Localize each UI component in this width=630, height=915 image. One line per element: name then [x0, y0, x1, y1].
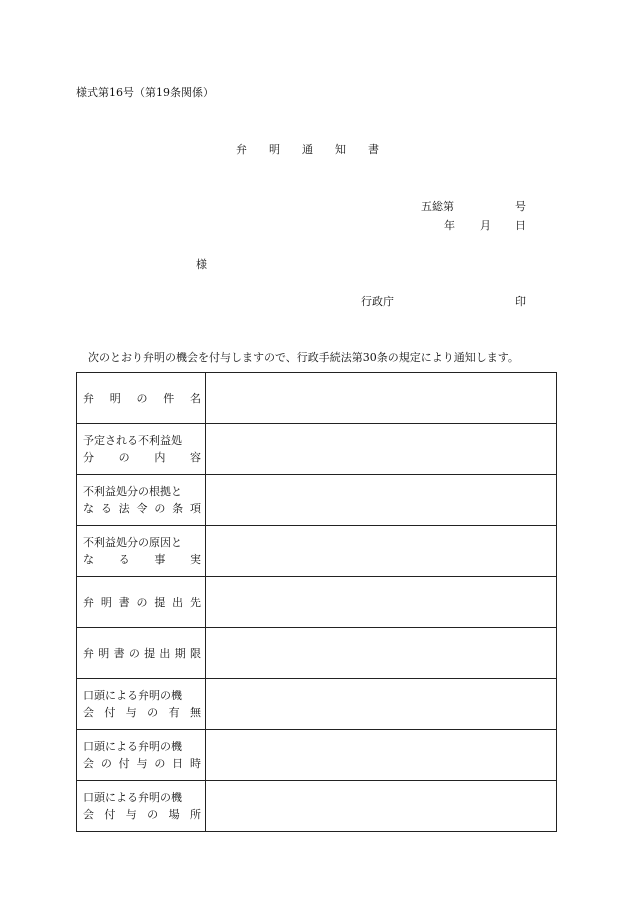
table-row-submission-destination [77, 577, 557, 628]
row-label [77, 730, 206, 781]
row-label-line [83, 645, 201, 662]
label-char: る [100, 502, 112, 515]
label-char: 限 [189, 646, 201, 660]
label-char: 所 [189, 808, 201, 821]
label-char: 事 [154, 553, 166, 566]
row-value-field[interactable] [206, 781, 557, 832]
label-char: る [118, 553, 130, 566]
label-char: 名 [190, 391, 201, 405]
row-label-line [83, 755, 201, 772]
intro-text: 次のとおり弁明の機会を付与しますので、行政手続法第30条の規定により通知します。 [88, 351, 519, 364]
label-char: 弁 [83, 646, 94, 660]
row-label [77, 526, 206, 577]
label-char: 条 [172, 502, 184, 515]
label-char: 内 [154, 451, 166, 464]
label-char: 明 [109, 391, 121, 405]
label-char: 明 [98, 646, 110, 660]
label-char: 明 [100, 595, 112, 609]
label-char: 書 [113, 646, 125, 660]
label-char: な [83, 502, 94, 515]
label-char: の [118, 451, 130, 464]
row-label-line: 予定される不利益処 [83, 434, 182, 447]
label-char: の [154, 757, 166, 770]
label-char: 付 [118, 757, 130, 770]
label-char: 令 [136, 502, 148, 515]
label-char: 与 [125, 808, 137, 821]
reference-prefix: 五総第 [421, 200, 454, 213]
recipient-honorific: 様 [196, 258, 207, 271]
label-char: の [147, 808, 159, 821]
row-label-line: 口頭による弁明の機 [83, 689, 182, 702]
table-row-oral-opportunity [77, 679, 557, 730]
row-label-line [83, 390, 201, 407]
label-char: 件 [163, 391, 175, 405]
row-label-line [83, 551, 201, 568]
table-row-case-name [77, 373, 557, 424]
label-char: 弁 [83, 595, 94, 609]
reference-suffix: 号 [515, 200, 526, 213]
row-value-field[interactable] [206, 730, 557, 781]
row-label-line: 口頭による弁明の機 [83, 791, 182, 804]
row-value-field[interactable] [206, 526, 557, 577]
label-char: 提 [144, 646, 156, 660]
label-char: 書 [118, 595, 130, 609]
label-char: の [147, 706, 159, 719]
row-value-field[interactable] [206, 679, 557, 730]
seal-mark: 印 [515, 295, 526, 308]
label-char: 日 [172, 757, 184, 770]
row-label-line: 不利益処分の根拠と [83, 485, 182, 498]
label-char: 容 [189, 451, 201, 464]
label-char: 場 [168, 808, 180, 821]
row-label-line [83, 806, 201, 823]
table-row-legal-basis [77, 475, 557, 526]
label-char: の [100, 757, 112, 770]
row-label [77, 475, 206, 526]
table-row-submission-deadline [77, 628, 557, 679]
row-label-line: 口頭による弁明の機 [83, 740, 182, 753]
row-value-field[interactable] [206, 577, 557, 628]
table-row-facts [77, 526, 557, 577]
row-value-field[interactable] [206, 628, 557, 679]
row-label [77, 628, 206, 679]
label-char: 会 [83, 757, 94, 770]
label-char: の [136, 595, 148, 609]
label-char: 法 [118, 502, 130, 515]
date-year-label: 年 [444, 219, 455, 232]
label-char: な [83, 553, 94, 566]
label-char: 無 [189, 706, 201, 719]
label-char: 時 [189, 757, 201, 770]
label-char: 付 [104, 808, 116, 821]
title-char: 通 [302, 143, 313, 156]
label-char: 実 [189, 553, 201, 566]
row-value-field[interactable] [206, 424, 557, 475]
row-label-line [83, 594, 201, 611]
label-char: 与 [136, 757, 148, 770]
label-char: 与 [125, 706, 137, 719]
label-char: 会 [83, 706, 94, 719]
title-char: 弁 [236, 143, 247, 156]
title-char: 知 [335, 143, 346, 156]
row-label-line [83, 449, 201, 466]
form-number: 様式第16号（第19条関係） [76, 86, 214, 99]
label-char: 分 [83, 451, 94, 464]
title-char: 書 [368, 143, 379, 156]
date-month-label: 月 [480, 219, 491, 232]
date-day-label: 日 [515, 219, 526, 232]
label-char: の [128, 646, 140, 660]
label-char: 弁 [83, 391, 94, 405]
row-label [77, 577, 206, 628]
row-label [77, 424, 206, 475]
table-row-oral-place [77, 781, 557, 832]
row-label [77, 781, 206, 832]
row-value-field[interactable] [206, 475, 557, 526]
row-value-field[interactable] [206, 373, 557, 424]
row-label [77, 373, 206, 424]
label-char: 項 [189, 502, 201, 515]
label-char: 有 [168, 706, 180, 719]
label-char: 先 [189, 595, 201, 609]
label-char: 出 [172, 595, 184, 609]
label-char: 付 [104, 706, 116, 719]
notice-table [76, 372, 557, 832]
label-char: 会 [83, 808, 94, 821]
label-char: 出 [159, 646, 171, 660]
row-label-line [83, 704, 201, 721]
row-label-line: 不利益処分の原因と [83, 536, 182, 549]
row-label-line [83, 500, 201, 517]
label-char: の [136, 391, 148, 405]
label-char: の [154, 502, 166, 515]
table-row-oral-datetime [77, 730, 557, 781]
title-char: 明 [269, 143, 280, 156]
row-label [77, 679, 206, 730]
table-row-proposed-disposition [77, 424, 557, 475]
label-char: 期 [174, 646, 186, 660]
label-char: 提 [154, 595, 166, 609]
document-title [236, 141, 401, 157]
issuer-name: 行政庁 [361, 295, 394, 308]
